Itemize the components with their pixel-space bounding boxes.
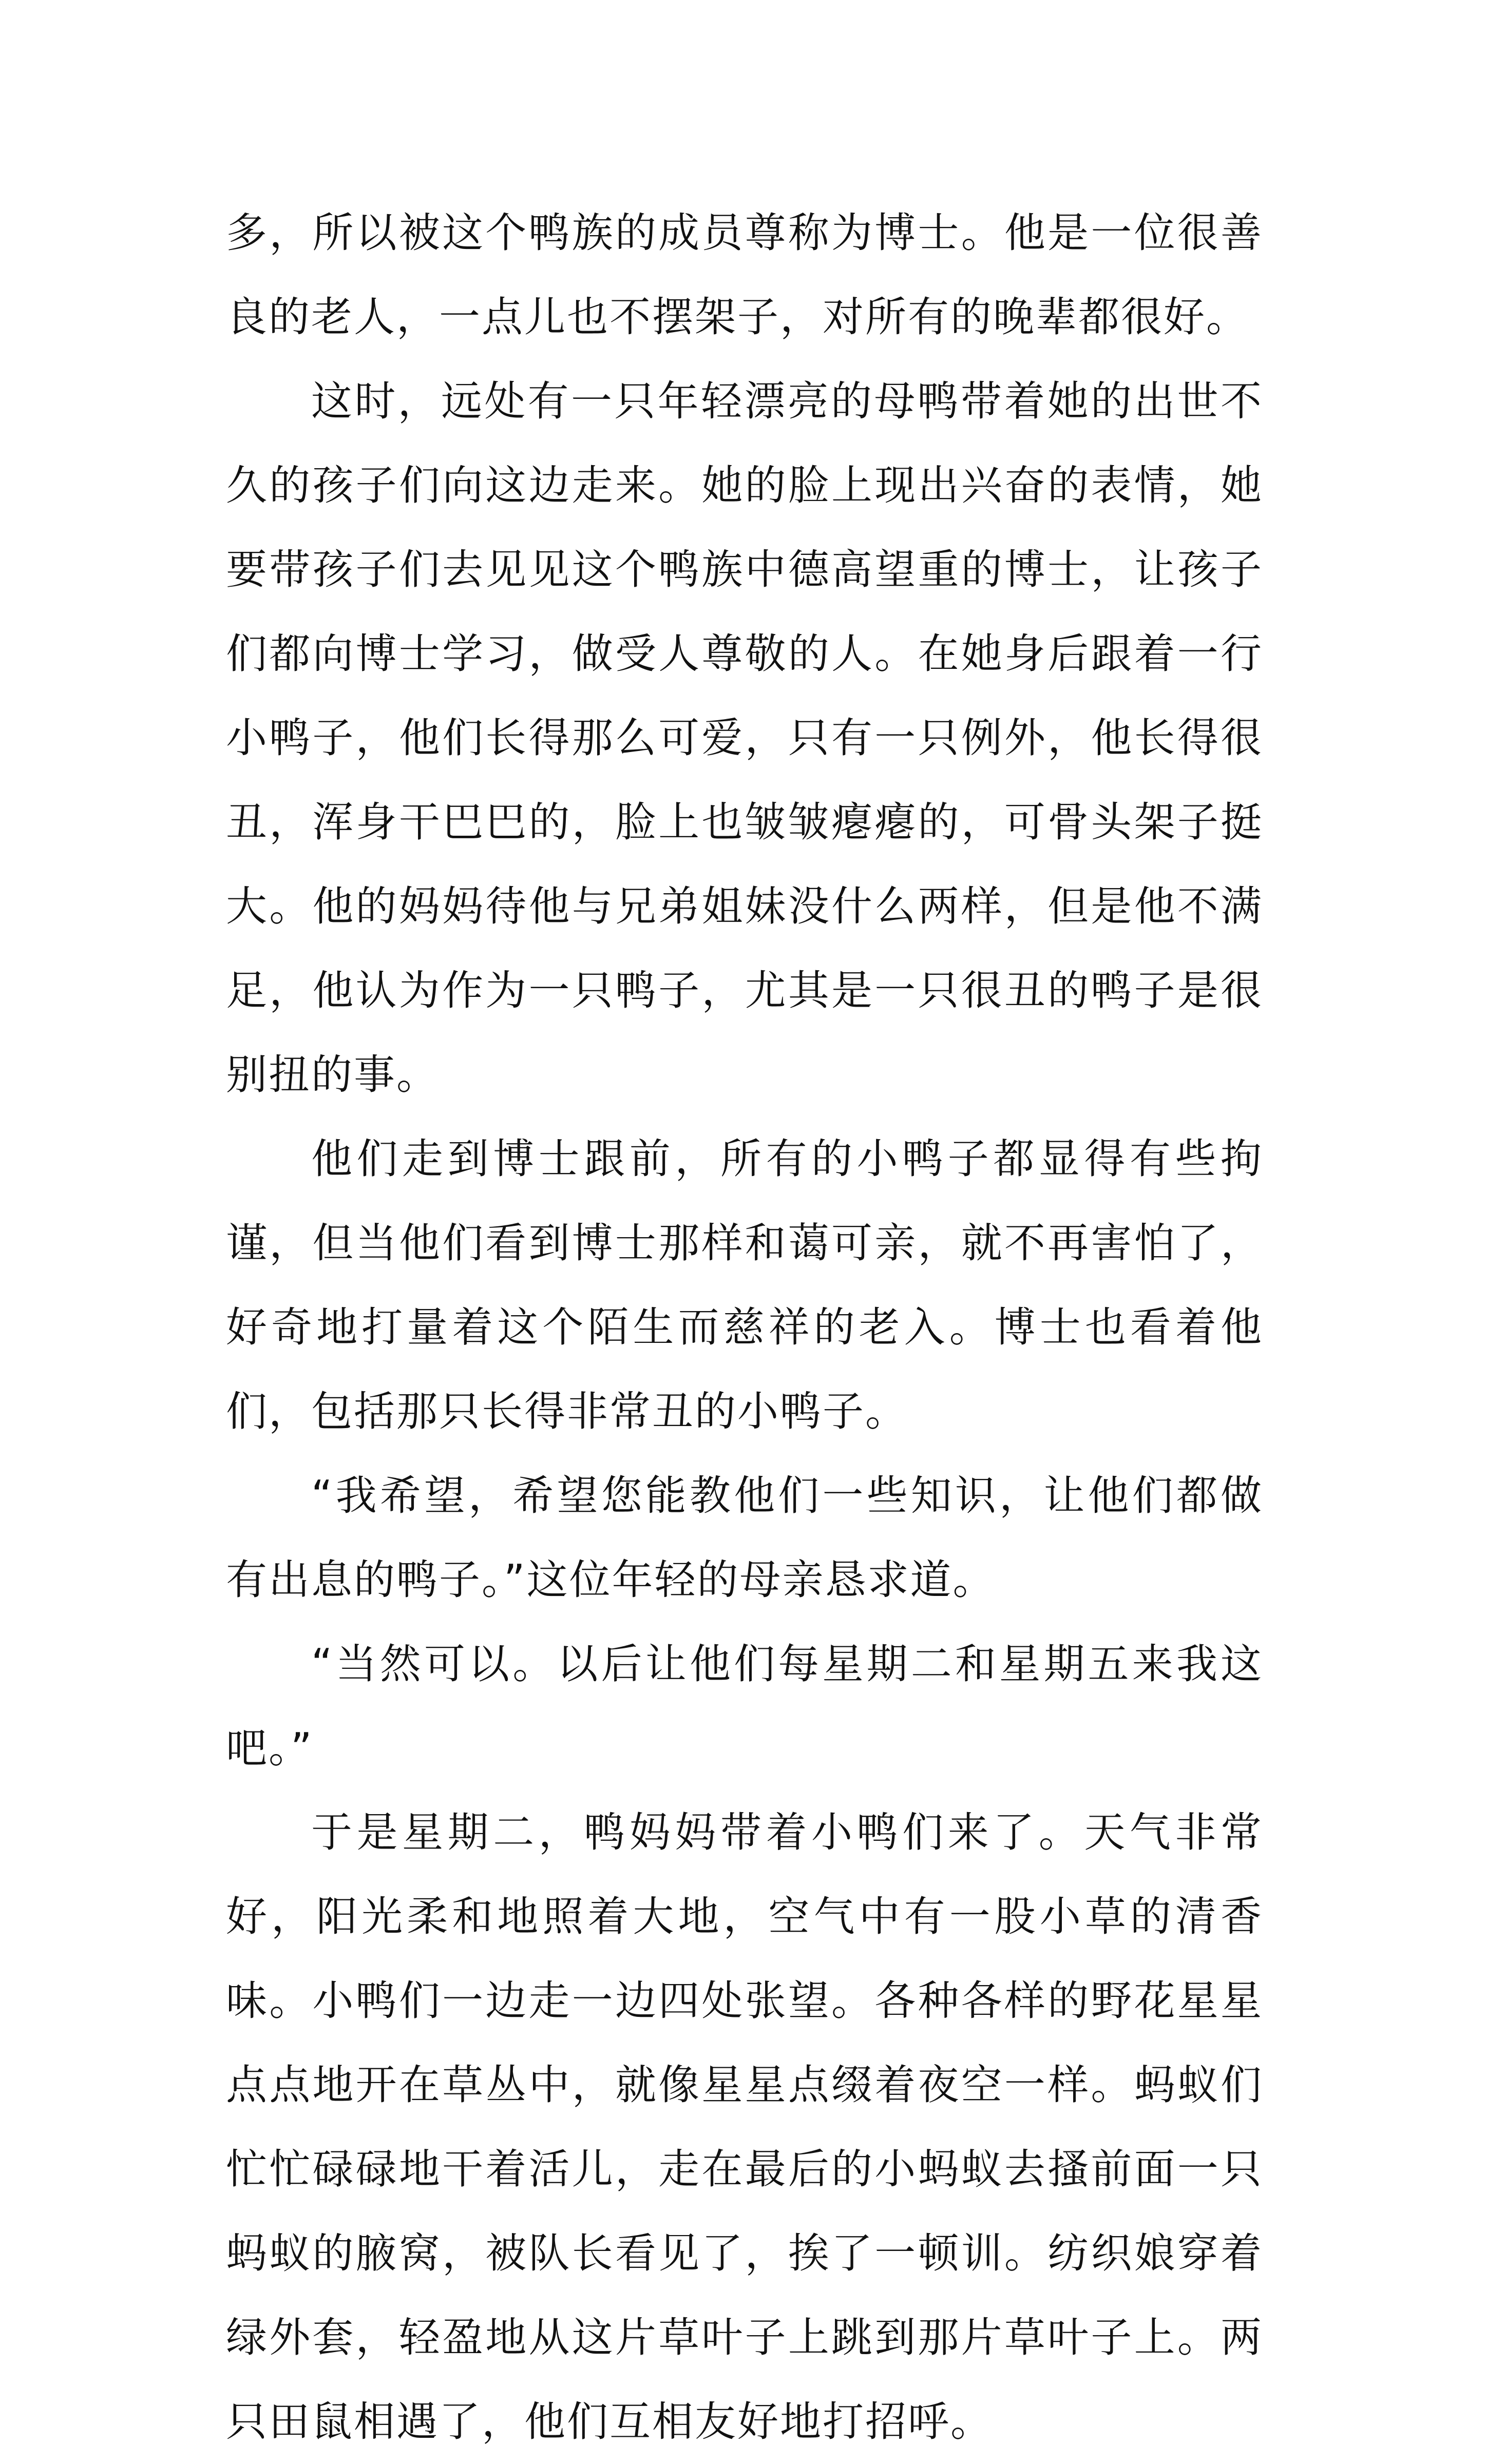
paragraph-1: 多，所以被这个鸭族的成员尊称为博士。他是一位很善良的老人，一点儿也不摆架子，对所有的晚辈都很好。 bbox=[226, 209, 1263, 341]
paragraph-5: “当然可以。以后让他们每星期二和星期五来我这吧。” bbox=[226, 1640, 1263, 1772]
paragraph-6: 于是星期二，鸭妈妈带着小鸭们来了。天气非常好，阳光柔和地照着大地，空气中有一股小草的清香味。小鸭们一边走一边四处张望。各种各样的野花星星点点地开在草丛中，就像星星点缀着夜空一样。蚂蚁们忙忙碌碌地干着活儿，走在最后的小蚂蚁去搔前面一只蚂蚁的腋窝，被队长看见了，挨了一顿训。纺织娘穿着绿外套，轻盈地从这片草叶子上跳到那片草叶子上。两只田鼠相遇了，他们互相友好地打招呼。 bbox=[226, 1808, 1263, 2446]
paragraph-3: 他们走到博士跟前，所有的小鸭子都显得有些拘谨，但当他们看到博士那样和蔼可亲，就不再害怕了，好奇地打量着这个陌生而慈祥的老入。博士也看着他们，包括那只长得非常丑的小鸭子。 bbox=[226, 1135, 1263, 1435]
paragraph-4: “我希望，希望您能教他们一些知识，让他们都做有出息的鸭子。”这位年轻的母亲恳求道。 bbox=[226, 1472, 1263, 1604]
paragraph-2: 这时，远处有一只年轻漂亮的母鸭带着她的出世不久的孩子们向这边走来。她的脸上现出兴奋的表情，她要带孩子们去见见这个鸭族中德高望重的博士，让孩子们都向博士学习，做受人尊敬的人。在她身后跟着一行小鸭子，他们长得那么可爱，只有一只例外，他长得很丑，浑身干巴巴的，脸上也皱皱瘪瘪的，可骨头架子挺大。他的妈妈待他与兄弟姐妹没什么两样，但是他不满足，他认为作为一只鸭子，尤其是一只很丑的鸭子是很别扭的事。 bbox=[226, 377, 1263, 1099]
body-text bbox=[226, 191, 1263, 2464]
